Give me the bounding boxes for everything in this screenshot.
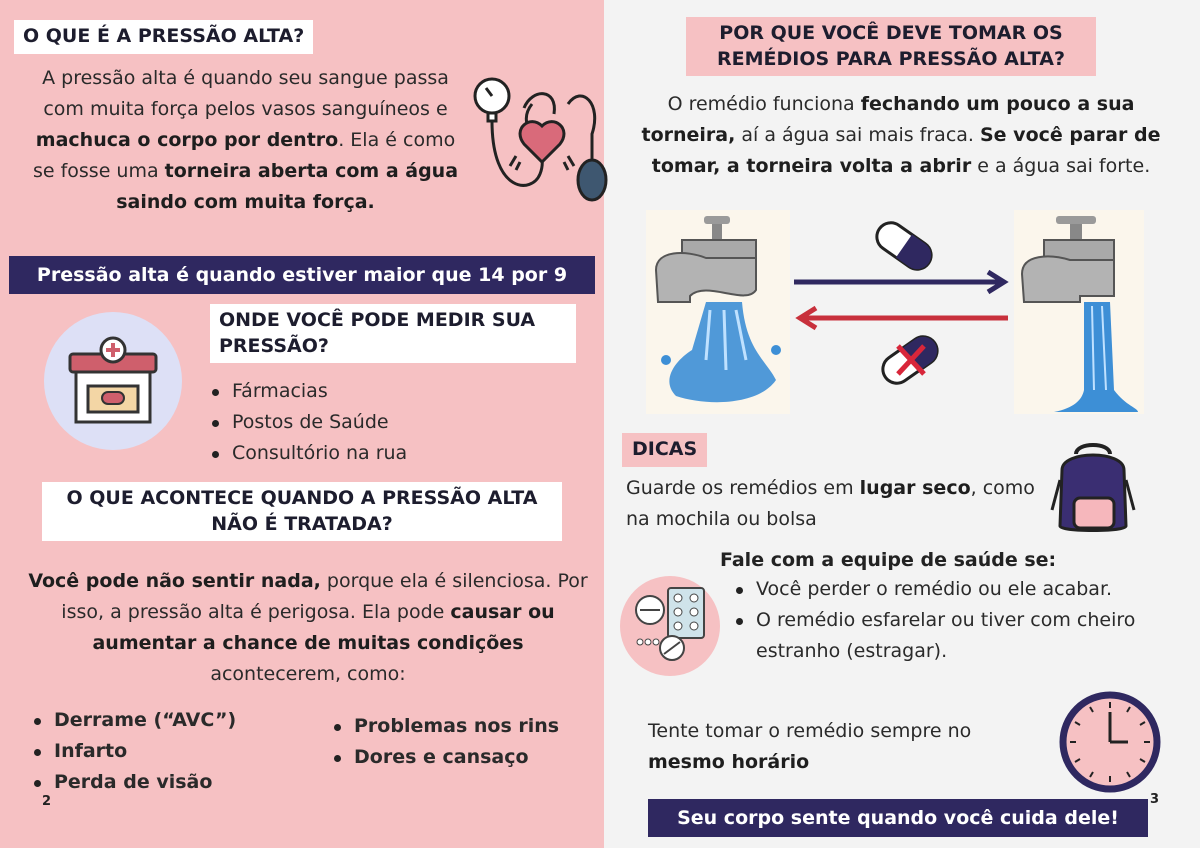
untreated-text-1: porque ela é silenciosa. Por isso, a pressão alta é perigosa. Ela pode xyxy=(61,570,588,623)
section-title-why-medicine: POR QUE VOCÊ DEVE TOMAR OS REMÉDIOS PARA PRESSÃO ALTA? xyxy=(686,17,1096,76)
section-title-untreated: O QUE ACONTECE QUANDO A PRESSÃO ALTA NÃO É TRATADA? xyxy=(42,482,562,541)
time-bold-1: mesmo horário xyxy=(648,751,810,773)
untreated-bold-2: causar ou aumentar a chance de muitas condições xyxy=(92,601,555,654)
medicine-effect-diagram xyxy=(790,214,1014,394)
why-paragraph xyxy=(622,89,1180,182)
pill-icon xyxy=(871,217,936,274)
section-title-tips: DICAS xyxy=(622,433,707,467)
team-conditions-list xyxy=(732,574,1152,667)
conditions-list-1 xyxy=(30,705,310,798)
faucet-strong-icon xyxy=(646,210,790,414)
untreated-text-2: acontecerem, como: xyxy=(210,663,406,685)
untreated-paragraph xyxy=(28,566,588,690)
time-paragraph xyxy=(648,716,1048,778)
list-item: Dores e cansaço xyxy=(330,742,590,773)
closing-banner: Seu corpo sente quando você cuida dele! xyxy=(648,799,1148,837)
why-text-3: e a água sai forte. xyxy=(971,155,1151,177)
conditions-list-2 xyxy=(330,711,590,773)
page-number-left: 2 xyxy=(42,794,52,809)
blood-pressure-monitor-icon xyxy=(472,74,612,206)
team-title: Fale com a equipe de saúde se: xyxy=(720,549,1057,571)
list-item: Consultório na rua xyxy=(208,438,528,469)
why-text-2: aí a água sai mais fraca. xyxy=(735,124,980,146)
intro-bold-1: machuca o corpo por dentro xyxy=(35,129,339,151)
clock-icon xyxy=(1058,690,1162,794)
tips-text-1: Guarde os remédios em xyxy=(626,477,860,499)
why-text-1: O remédio funciona xyxy=(667,93,861,115)
pharmacy-icon xyxy=(66,334,160,428)
medicines-icon xyxy=(630,584,710,664)
intro-paragraph xyxy=(28,63,463,218)
intro-text-1: A pressão alta é quando seu sangue passa com muita força pelos vasos sanguíneos e xyxy=(42,67,449,120)
backpack-icon xyxy=(1050,440,1136,536)
tips-text-2: , como na mochila ou bolsa xyxy=(626,477,1035,530)
list-item: O remédio esfarelar ou tiver com cheiro estranho (estragar). xyxy=(732,605,1152,667)
list-item: Derrame (“AVC”) xyxy=(30,705,310,736)
list-item: Você perder o remédio ou ele acabar. xyxy=(732,574,1152,605)
time-text-1: Tente tomar o remédio sempre no xyxy=(648,720,972,742)
list-item: Postos de Saúde xyxy=(208,407,528,438)
section-title-what-is: O QUE É A PRESSÃO ALTA? xyxy=(14,20,313,54)
list-item: Infarto xyxy=(30,736,310,767)
faucet-weak-icon xyxy=(1014,210,1144,414)
list-item: Fármacias xyxy=(208,376,528,407)
tips-bold-1: lugar seco xyxy=(859,477,971,499)
why-bold-1: fechando um pouco a sua torneira, xyxy=(641,93,1135,146)
list-item: Perda de visão xyxy=(30,767,310,798)
untreated-bold-1: Você pode não sentir nada, xyxy=(28,570,321,592)
hypertension-threshold-banner: Pressão alta é quando estiver maior que 14 por 9 xyxy=(9,256,595,294)
intro-bold-2: torneira aberta com a água saindo com muita força. xyxy=(116,160,459,213)
measure-locations-list xyxy=(208,376,528,469)
intro-text-2: . Ela é como se fosse uma xyxy=(32,129,456,182)
section-title-where-measure: ONDE VOCÊ PODE MEDIR SUA PRESSÃO? xyxy=(210,304,576,363)
why-bold-2: Se você parar de tomar, a torneira volta a abrir xyxy=(651,124,1161,177)
tips-paragraph xyxy=(626,473,1046,535)
page-number-right: 3 xyxy=(1150,792,1160,807)
list-item: Problemas nos rins xyxy=(330,711,590,742)
